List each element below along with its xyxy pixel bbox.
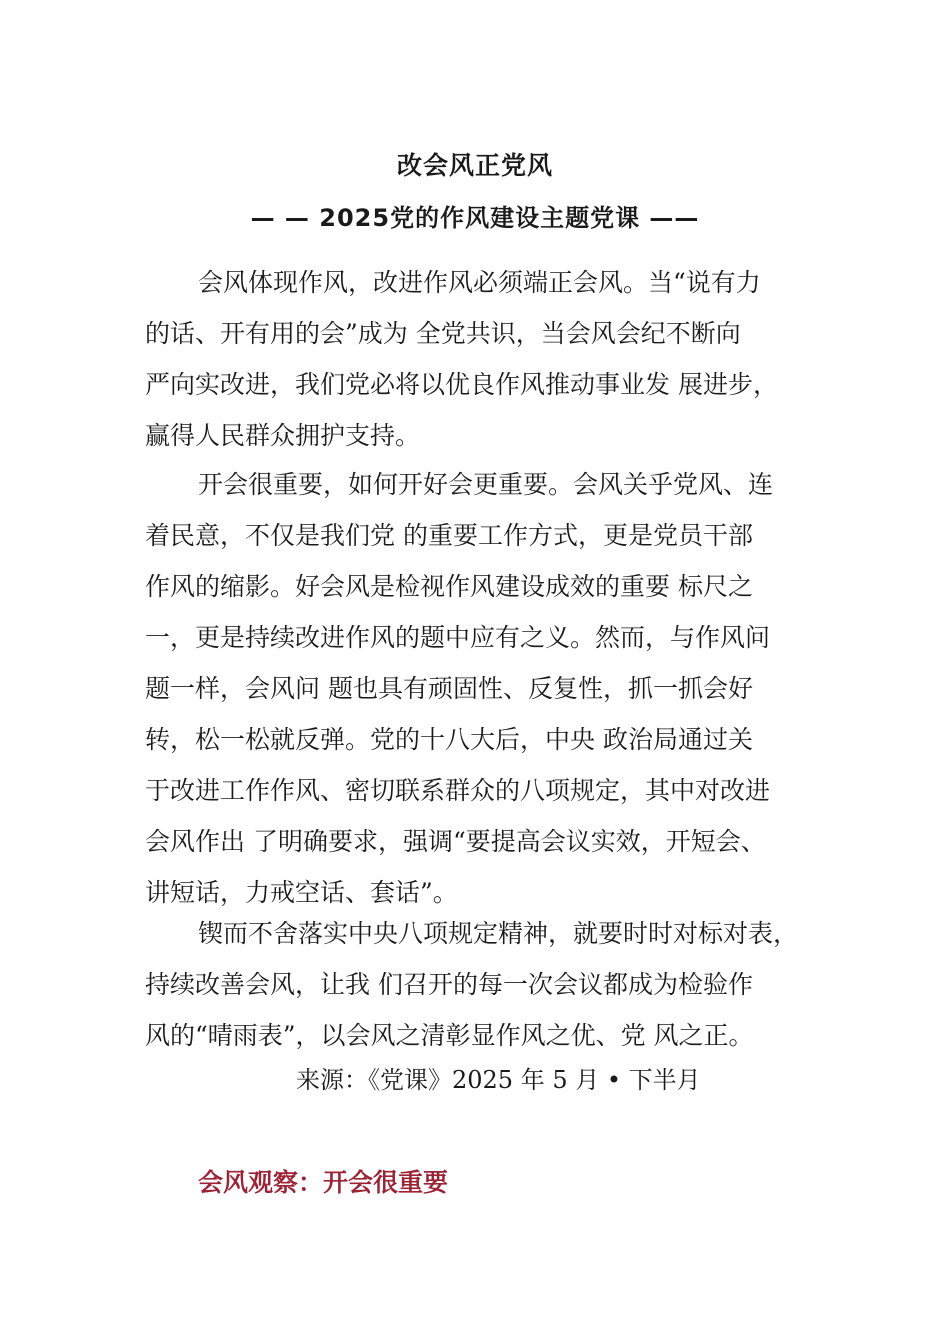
document-subtitle: — — 2025党的作风建设主题党课 —— [250,204,700,232]
paragraph-line: 严向实改进，我们党必将以优良作风推动事业发 展进步， [145,370,778,399]
paragraph-line: 转，松一松就反弹。党的十八大后，中央 政治局通过关 [145,725,753,754]
paragraph-line: 一，更是持续改进作风的题中应有之义。然而，与作风问 [145,623,771,652]
paragraph-line: 的话、开有用的会”成为 全党共识，当会风会纪不断向 [145,319,741,348]
paragraph-line: 锲而不舍落实中央八项规定精神，就要时时对标对表， [198,919,799,948]
paragraph-line: 题一样，会风问 题也具有顽固性、反复性，抓一抓会好 [145,674,753,703]
section-heading: 会风观察：开会很重要 [198,1168,449,1197]
paragraph-3 [145,908,825,1061]
paragraph-line: 讲短话，力戒空话、套话”。 [145,878,458,907]
paragraph-line: 会风体现作风，改进作风必须端正会风。当“说有力 [198,268,761,297]
paragraph-1 [145,257,825,461]
paragraph-line: 持续改善会风，让我 们召开的每一次会议都成为检验作 [145,970,753,999]
source-citation: 来源：《党课》2025 年 5 月 • 下半月 [296,1066,701,1094]
paragraph-line: 风的“晴雨表”，以会风之清彰显作风之优、党 风之正。 [145,1021,754,1050]
paragraph-line: 作风的缩影。好会风是检视作风建设成效的重要 标尺之 [145,572,753,601]
document-title: 改会风正党风 [396,151,553,180]
paragraph-line: 会风作出 了明确要求，强调“要提高会议实效，开短会、 [145,827,766,856]
paragraph-line: 着民意，不仅是我们党 的重要工作方式，更是党员干部 [145,521,753,550]
paragraph-2 [145,459,825,918]
paragraph-line: 赢得人民群众拥护支持。 [145,421,421,450]
paragraph-line: 于改进工作作风、密切联系群众的八项规定，其中对改进 [145,776,771,805]
paragraph-line: 开会很重要，如何开好会更重要。会风关乎党风、连 [198,470,774,499]
